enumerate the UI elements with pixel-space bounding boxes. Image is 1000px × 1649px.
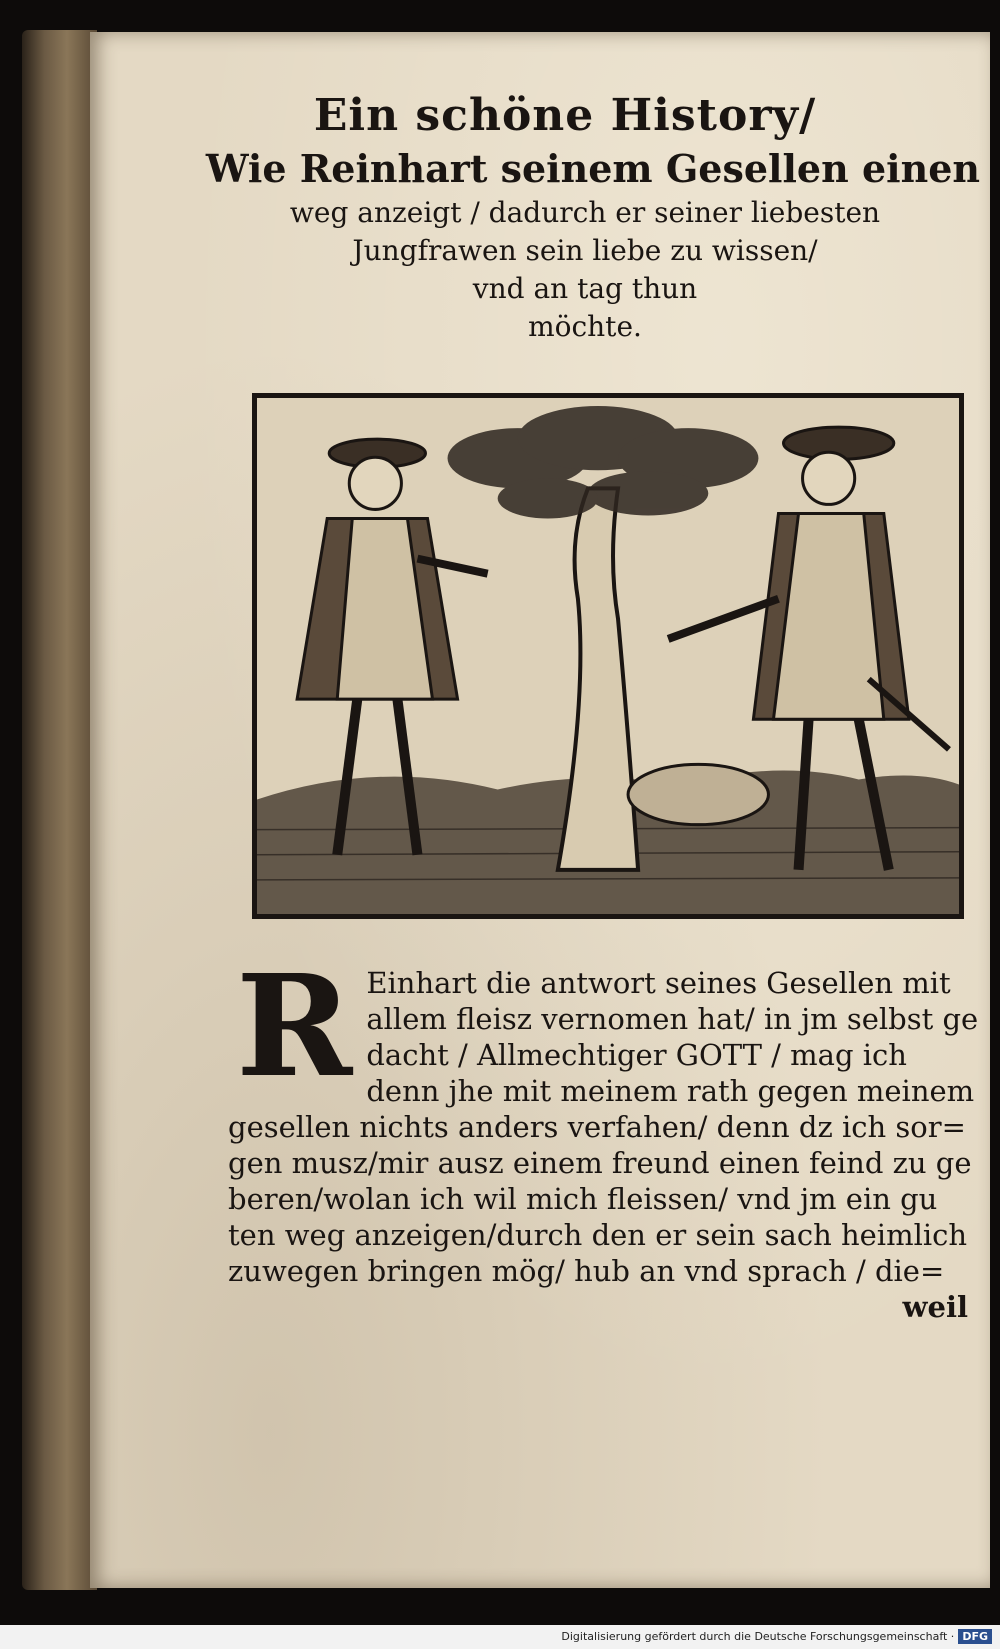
body-line: dacht / Allmechtiger GOTT / mag ich	[366, 1038, 907, 1072]
body-line: zuwegen bringen mög/ hub an vnd sprach / die=	[228, 1254, 945, 1288]
title-block	[200, 88, 990, 346]
drop-cap: R	[236, 945, 353, 1109]
credit-text: Digitalisierung gefördert durch die Deutsche Forschungsgemeinschaft ·	[561, 1630, 955, 1643]
body-paragraph	[228, 945, 979, 1325]
woodcut-illustration	[252, 393, 964, 919]
title-line-3: weg anzeigt / dadurch er seiner liebesten	[289, 196, 881, 229]
body-line: ten weg anzeigen/durch den er sein sach heimlich	[228, 1218, 968, 1252]
body-line: gen musz/mir ausz einem freund einen feind zu ge	[228, 1146, 972, 1180]
body-line: beren/wolan ich wil mich fleissen/ vnd jm ein gu	[228, 1182, 938, 1216]
title-line-4: Jungfrawen sein liebe zu wissen/	[352, 234, 818, 267]
title-line-6: möchte.	[528, 310, 642, 343]
dfg-logo: DFG	[958, 1629, 992, 1644]
title-line-5: vnd an tag thun	[472, 272, 698, 305]
digitization-credit	[0, 1625, 1000, 1649]
book-edge	[22, 30, 97, 1590]
body-line: allem fleisz vernomen hat/ in jm selbst ge	[366, 1002, 979, 1036]
catchword: weil	[902, 1290, 968, 1324]
body-line: Einhart die antwort seines Gesellen mit	[366, 966, 951, 1000]
title-line-2: Wie Reinhart seinem Gesellen einen	[205, 146, 980, 191]
body-line: denn jhe mit meinem rath gegen meinem	[366, 1074, 975, 1108]
title-line-1: Ein schöne History/	[313, 90, 817, 141]
body-line: gesellen nichts anders verfahen/ denn dz ich sor=	[228, 1110, 966, 1144]
